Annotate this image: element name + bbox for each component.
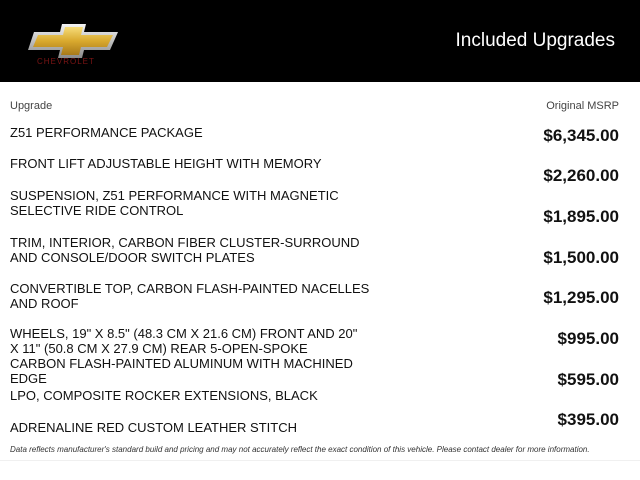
upgrade-name: TRIM, INTERIOR, CARBON FIBER CLUSTER-SURROUND AND CONSOLE/DOOR SWITCH PLATES <box>10 235 360 265</box>
upgrade-name: WHEELS, 19" X 8.5" (48.3 CM X 21.6 CM) FRONT AND 20" X 11" (50.8 CM X 27.9 CM) REAR 5-OPEN-SPOKE CARBON FLASH-PAINTED ALUMINUM WITH MACHINED EDGE <box>10 326 358 386</box>
divider <box>0 460 640 461</box>
price-list <box>479 0 619 480</box>
disclaimer-footnote: Data reflects manufacturer's standard build and pricing and may not accurately reflect the exact condition of this vehicle. Please contact dealer for more information. <box>10 445 590 454</box>
page-title: Included Upgrades <box>455 30 615 51</box>
price-value: $995.00 <box>557 329 619 348</box>
column-header-upgrade: Upgrade <box>10 100 53 112</box>
upgrade-name: ADRENALINE RED CUSTOM LEATHER STITCH <box>10 420 298 435</box>
upgrade-name: SUSPENSION, Z51 PERFORMANCE WITH MAGNETIC SELECTIVE RIDE CONTROL <box>10 188 339 218</box>
price-value: $2,260.00 <box>543 166 619 185</box>
price-value: $595.00 <box>557 370 619 389</box>
logo-wordmark: CHEVROLET <box>37 57 95 66</box>
upgrade-name: Z51 PERFORMANCE PACKAGE <box>10 125 203 140</box>
column-header-msrp: Original MSRP <box>546 100 619 112</box>
upgrade-name: FRONT LIFT ADJUSTABLE HEIGHT WITH MEMORY <box>10 156 322 171</box>
price-value: $6,345.00 <box>543 126 619 145</box>
upgrade-name: CONVERTIBLE TOP, CARBON FLASH-PAINTED NACELLES AND ROOF <box>10 281 370 311</box>
price-value: $1,895.00 <box>543 207 619 226</box>
upgrade-name: LPO, COMPOSITE ROCKER EXTENSIONS, BLACK <box>10 388 318 403</box>
price-value: $1,500.00 <box>543 248 619 267</box>
price-value: $1,295.00 <box>543 288 619 307</box>
price-value: $395.00 <box>557 410 619 429</box>
